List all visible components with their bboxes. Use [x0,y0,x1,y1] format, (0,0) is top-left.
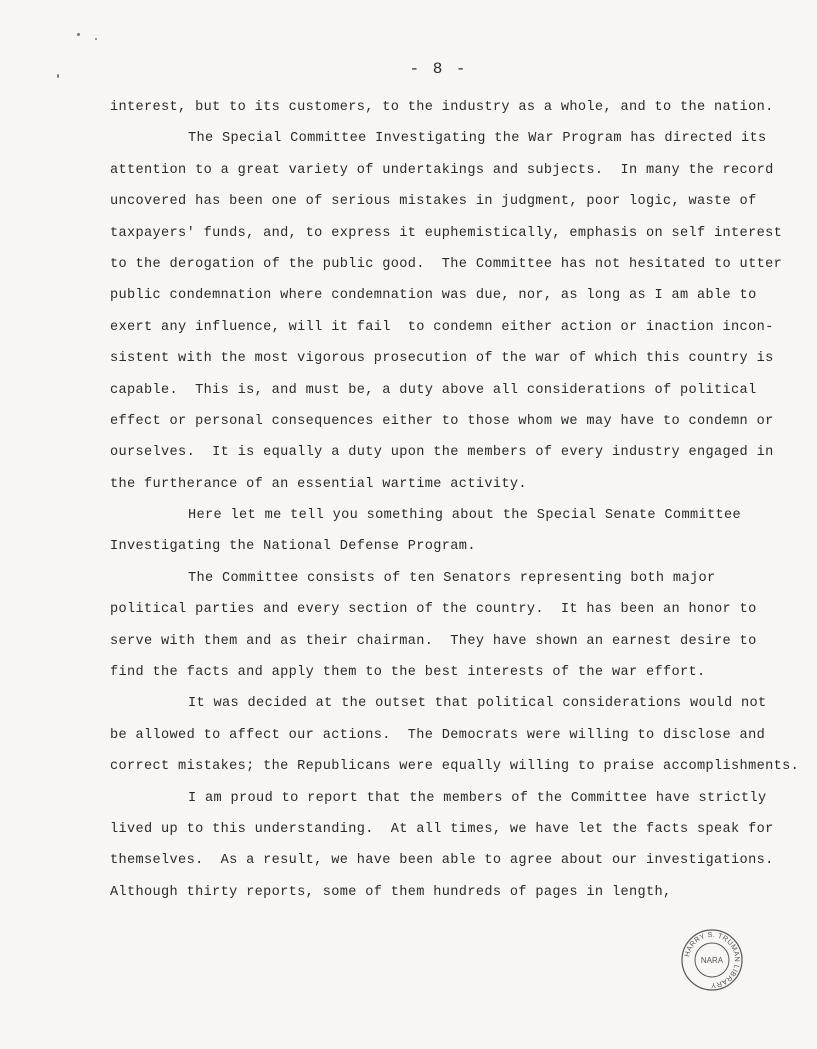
text-line: ourselves. It is equally a duty upon the members of every industry engaged in [110,445,774,461]
speck [95,38,97,40]
speck [77,33,80,36]
text-line: find the facts and apply them to the best interests of the war effort. [110,665,706,681]
text-line: interest, but to its customers, to the industry as a whole, and to the nation. [110,100,774,115]
text-line: correct mistakes; the Republicans were equally willing to praise accomplishments. [110,759,800,775]
text-line: uncovered has been one of serious mistakes in judgment, poor logic, waste of [110,194,757,210]
text-line: Investigating the National Defense Program. [110,539,476,555]
text-line: be allowed to affect our actions. The Democrats were willing to disclose and [110,727,766,743]
text-line: The Committee consists of ten Senators representing both major [188,570,716,586]
page-number: - 8 - [409,60,468,78]
text-line: lived up to this understanding. At all times, we have let the facts speak for [110,821,774,837]
text-line: attention to a great variety of undertakings and subjects. In many the record [110,162,774,178]
stamp-center-text: NARA [700,956,724,965]
text-line: serve with them and as their chairman. They have shown an earnest desire to [110,633,757,649]
text-line: It was decided at the outset that political considerations would not [188,696,767,712]
text-line: to the derogation of the public good. The Committee has not hesitated to utter [110,256,783,272]
text-line: effect or personal consequences either to those whom we may have to condemn or [110,413,774,429]
text-line: the furtherance of an essential wartime activity. [110,476,527,492]
text-line: The Special Committee Investigating the War Program has directed its [188,131,767,147]
text-line: exert any influence, will it fail to condemn either action or inaction incon- [110,319,774,335]
body-text [110,92,800,908]
text-line: capable. This is, and must be, a duty above all considerations of political [110,382,757,398]
text-line: public condemnation where condemnation was due, nor, as long as I am able to [110,288,757,304]
text-line: themselves. As a result, we have been able to agree about our investigations. [110,853,774,869]
text-line: Here let me tell you something about the Special Senate Committee [188,508,741,524]
text-line: sistent with the most vigorous prosecution of the war of which this country is [110,351,774,367]
text-line: I am proud to report that the members of the Committee have strictly [188,790,767,806]
truman-library-stamp [680,928,744,992]
speck [57,74,59,78]
stamp-arc-text: HARRY S. TRUMAN LIBRARY [682,929,743,991]
text-line: taxpayers' funds, and, to express it euphemistically, emphasis on self interest [110,225,783,241]
text-line: political parties and every section of the country. It has been an honor to [110,602,757,618]
text-line: Although thirty reports, some of them hundreds of pages in length, [110,884,672,900]
